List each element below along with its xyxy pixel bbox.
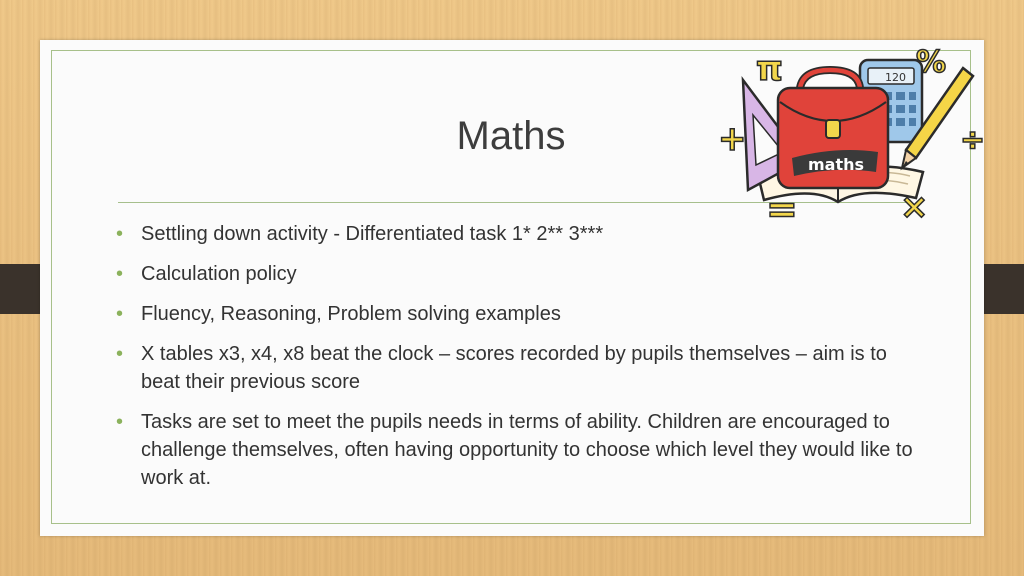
bullet-icon: • <box>116 343 124 365</box>
calculator-display: 120 <box>885 71 906 84</box>
bullet-text: Settling down activity - Differentiated task 1* 2** 3*** <box>141 223 604 245</box>
bullet-list <box>116 220 916 504</box>
equals-symbol-icon: = <box>766 187 798 231</box>
bullet-icon: • <box>116 263 124 285</box>
bullet-icon: • <box>116 411 124 433</box>
bullet-text: X tables x3, x4, x8 beat the clock – scores recorded by pupils themselves – aim is to beat their previous score <box>141 343 887 393</box>
bullet-icon: • <box>116 223 124 245</box>
bullet-item <box>116 408 916 492</box>
slide-title: Maths <box>456 114 566 158</box>
plus-symbol-icon: + <box>718 119 747 159</box>
bullet-text: Tasks are set to meet the pupils needs in terms of ability. Children are encouraged to challenge themselves, often having opportunity to choose which level they would like to work at. <box>141 411 913 489</box>
pi-symbol-icon: π <box>756 49 783 89</box>
times-symbol-icon: × <box>900 187 929 227</box>
bullet-text: Calculation policy <box>141 263 297 285</box>
bullet-icon: • <box>116 303 124 325</box>
school-bag-icon <box>778 70 888 188</box>
bullet-item <box>116 340 916 396</box>
bullet-text: Fluency, Reasoning, Problem solving examples <box>141 303 561 325</box>
percent-symbol-icon: % <box>916 45 947 80</box>
bag-label: maths <box>807 155 865 174</box>
maths-clipart-icon <box>688 40 986 231</box>
divide-symbol-icon: ÷ <box>960 123 986 158</box>
bullet-item <box>116 300 916 328</box>
bullet-item <box>116 260 916 288</box>
slide <box>40 40 984 536</box>
